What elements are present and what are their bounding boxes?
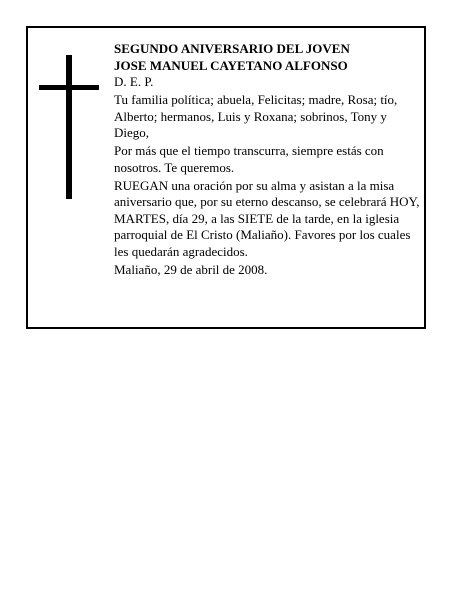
- obituary-notice: [26, 26, 426, 329]
- cross-horizontal-bar: [39, 85, 99, 90]
- request-paragraph: RUEGAN una oración por su alma y asistan a la misa aniversario que, por su eterno descanso, se celebrará HOY, MARTES, día 29, a las SIETE de la tarde, en la iglesia parroquial de El Cristo (Maliaño). Favores por los cuales les quedarán agradecidos.: [114, 177, 420, 259]
- dep-line: D. E. P.: [114, 74, 154, 89]
- notice-title-line1: SEGUNDO ANIVERSARIO DEL JOVEN: [114, 41, 350, 56]
- place-date: Maliaño, 29 de abril de 2008.: [114, 261, 268, 277]
- notice-text: [114, 40, 420, 280]
- notice-title-line2: JOSE MANUEL CAYETANO ALFONSO: [114, 58, 348, 73]
- family-paragraph: Tu familia política; abuela, Felicitas; madre, Rosa; tío, Alberto; hermanos, Luis y Roxana; sobrinos, Tony y Diego,: [114, 92, 398, 140]
- cross-vertical-bar: [66, 55, 72, 199]
- dedication-paragraph: Por más que el tiempo transcurra, siempre estás con nosotros. Te queremos.: [114, 143, 384, 175]
- cross-icon: [39, 55, 99, 199]
